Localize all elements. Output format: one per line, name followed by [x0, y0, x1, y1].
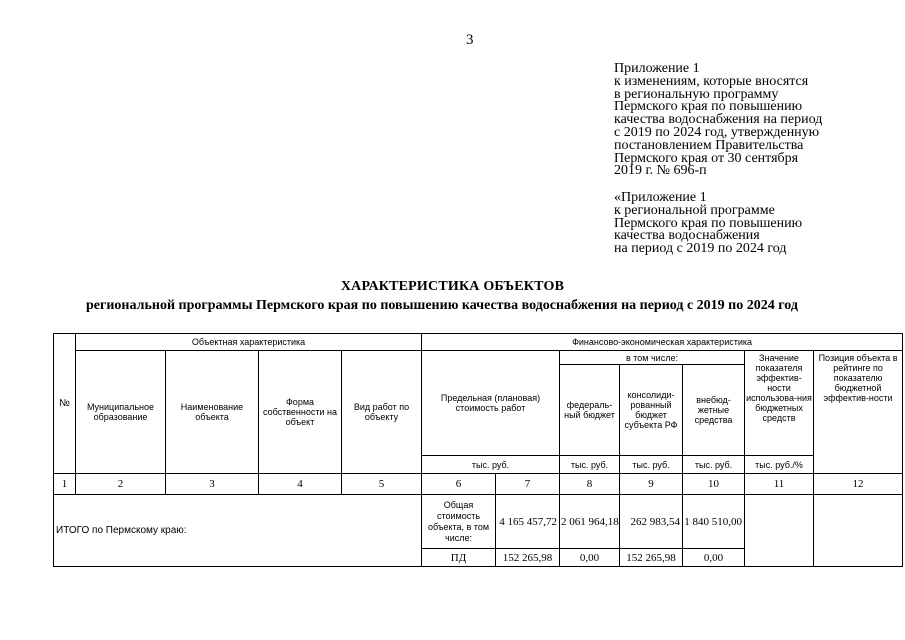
document-subtitle: региональной программы Пермского края по повышению качества водоснабжения на период с 2019 по 2024 год: [86, 298, 798, 313]
appendix-line: на период с 2019 по 2024 год: [614, 241, 787, 257]
unit-indicator: тыс. руб./%: [745, 456, 814, 474]
column-number: 2: [76, 474, 166, 495]
column-number: 10: [683, 474, 745, 495]
unit-federal: тыс. руб.: [560, 456, 620, 474]
column-number: 12: [814, 474, 903, 495]
header-municipality: Муниципальное образование: [76, 351, 166, 474]
appendix-block-1: [614, 63, 822, 178]
value-cost: 4 165 457,72: [496, 495, 560, 549]
header-including: в том числе:: [560, 351, 745, 365]
header-num: №: [54, 334, 76, 474]
header-extrabudget: внебюд-жетные средства: [683, 365, 745, 456]
row-type: Общая стоимость объекта, в том числе:: [422, 495, 496, 549]
value-rating: [814, 495, 903, 567]
value-cost: 152 265,98: [496, 549, 560, 567]
unit-consolidated: тыс. руб.: [620, 456, 683, 474]
appendix-line: к региональной программе: [614, 202, 775, 218]
appendix-line: к изменениям, которые вносятся: [614, 73, 809, 89]
appendix-line: постановлением Правительства: [614, 137, 804, 153]
header-federal: федераль-ный бюджет: [560, 365, 620, 456]
appendix-line: качества водоснабжения на период: [614, 112, 823, 128]
header-work-type: Вид работ по объекту: [342, 351, 422, 474]
value-extrabudget: 0,00: [683, 549, 745, 567]
column-number: 3: [166, 474, 259, 495]
value-indicator: [745, 495, 814, 567]
header-object-name: Наименование объекта: [166, 351, 259, 474]
unit-cost: тыс. руб.: [422, 456, 560, 474]
column-number: 7: [496, 474, 560, 495]
value-consolidated: 262 983,54: [620, 495, 683, 549]
total-label: ИТОГО по Пермскому краю:: [54, 495, 422, 567]
page-number: 3: [466, 32, 474, 48]
header-indicator: Значение показателя эффектив-ности использова-ния бюджетных средств: [745, 351, 814, 456]
column-number: 6: [422, 474, 496, 495]
column-number: 8: [560, 474, 620, 495]
unit-extrabudget: тыс. руб.: [683, 456, 745, 474]
objects-table: [53, 333, 903, 567]
appendix-line: Приложение 1: [614, 61, 700, 76]
row-type: ПД: [422, 549, 496, 567]
column-number: 11: [745, 474, 814, 495]
appendix-line: 2019 г. № 696-п: [614, 163, 707, 179]
appendix-line: качества водоснабжения: [614, 228, 760, 244]
appendix-line: Пермского края по повышению: [614, 99, 803, 115]
value-federal: 2 061 964,18: [560, 495, 620, 549]
appendix-line: Пермского края от 30 сентября: [614, 150, 799, 166]
column-number: 9: [620, 474, 683, 495]
header-consolidated: консолиди-рованный бюджет субъекта РФ: [620, 365, 683, 456]
header-finance-group: Финансово-экономическая характеристика: [422, 334, 903, 351]
column-number: 4: [259, 474, 342, 495]
header-cost: Предельная (плановая) стоимость работ: [422, 351, 560, 456]
column-number: 1: [54, 474, 76, 495]
document-title: ХАРАКТЕРИСТИКА ОБЪЕКТОВ: [340, 279, 565, 294]
column-number: 5: [342, 474, 422, 495]
table-row: [54, 495, 903, 549]
value-federal: 0,00: [560, 549, 620, 567]
header-ownership: Форма собственности на объект: [259, 351, 342, 474]
appendix-block-2: [614, 192, 802, 256]
appendix-line: «Приложение 1: [614, 190, 707, 205]
appendix-line: Пермского края по повышению: [614, 215, 803, 231]
appendix-line: в региональную программу: [614, 86, 779, 102]
header-rating: Позиция объекта в рейтинге по показателю бюджетной эффектив-ности: [814, 351, 903, 474]
header-object-group: Объектная характеристика: [76, 334, 422, 351]
appendix-line: с 2019 по 2024 год, утвержденную: [614, 124, 820, 140]
value-consolidated: 152 265,98: [620, 549, 683, 567]
value-extrabudget: 1 840 510,00: [683, 495, 745, 549]
